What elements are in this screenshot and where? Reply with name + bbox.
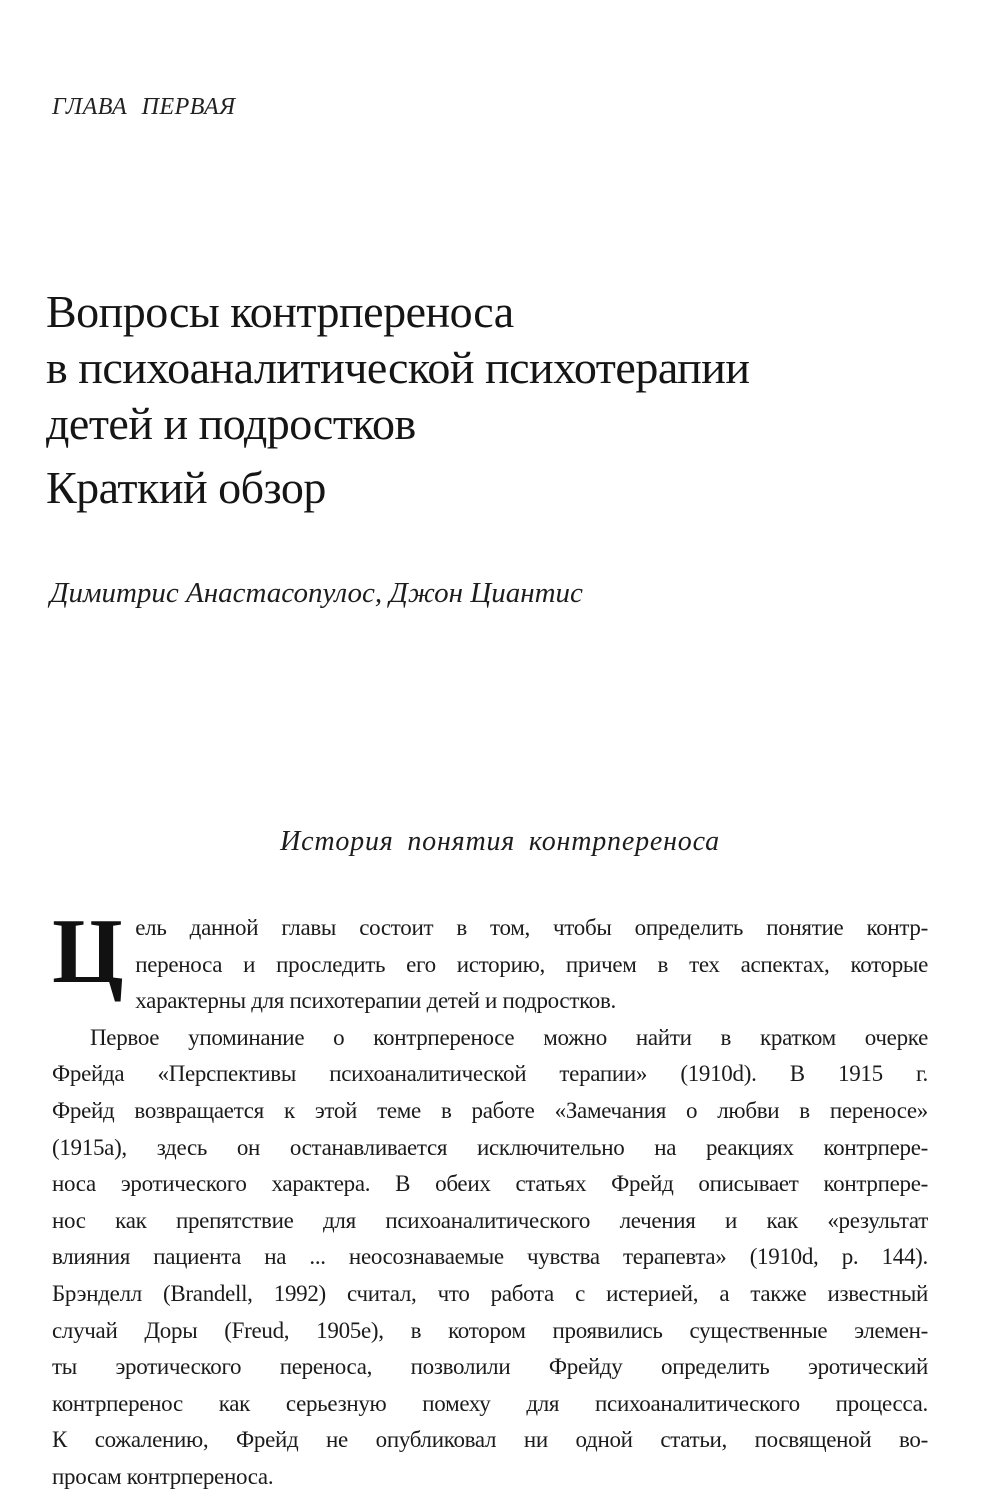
text-line: Фрейда «Перспективы психоаналитической терапии» (1910d). В 1915 г. [52,1061,928,1087]
paragraph-2 [52,1020,928,1496]
title-line-2: в психоаналитической психотерапии [46,342,750,393]
text-line: характерны для психотерапии детей и подростков. [135,988,617,1014]
text-line: носа эротического характера. В обеих статьях Фрейд описывает контрпере- [52,1171,928,1197]
text-line: ель данной главы состоит в том, чтобы определить понятие контр- [135,915,928,940]
title-line-1: Вопросы контрпереноса [46,286,514,337]
text-line: нос как препятствие для психоаналитического лечения и как «результат [52,1207,928,1233]
text-line: контрперенос как серьезную помеху для психоаналитического процесса. [52,1390,928,1416]
body-text [52,900,928,1496]
text-line: Брэнделл (Brandell, 1992) считал, что работа с истерией, а также известный [52,1280,928,1306]
text-line: влияния пациента на ... неосознаваемые чувства терапевта» (1910d, p. 144). [52,1244,928,1270]
paragraph-1 [52,900,928,1020]
chapter-subtitle: Краткий обзор [46,462,326,513]
authors: Димитрис Анастасопулос, Джон Циантис [50,577,583,609]
chapter-label: ГЛАВА ПЕРВАЯ [52,94,236,120]
text-line: (1915a), здесь он останавливается исключительно на реакциях контрпере- [52,1134,928,1160]
text-line: просам контрпереноса. [52,1463,274,1489]
text-line: случай Доры (Freud, 1905e), в котором проявились существенные элемен- [52,1317,928,1343]
text-line: Первое упоминание о контрпереносе можно найти в кратком очерке [90,1024,928,1050]
text-line: К сожалению, Фрейд не опубликовал ни одной статьи, посвященой во- [52,1427,928,1453]
title-line-3: детей и подростков [46,398,416,449]
text-line: Фрейд возвращается к этой теме в работе «Замечания о любви в переносе» [52,1097,928,1123]
drop-cap: Ц [52,900,124,1002]
section-heading: История понятия контрпереноса [280,826,720,857]
text-line: ты эротического переноса, позволили Фрейду определить эротический [52,1354,928,1380]
chapter-title [46,284,946,516]
text-line: переноса и проследить его историю, причем в тех аспектах, которые [135,951,928,977]
